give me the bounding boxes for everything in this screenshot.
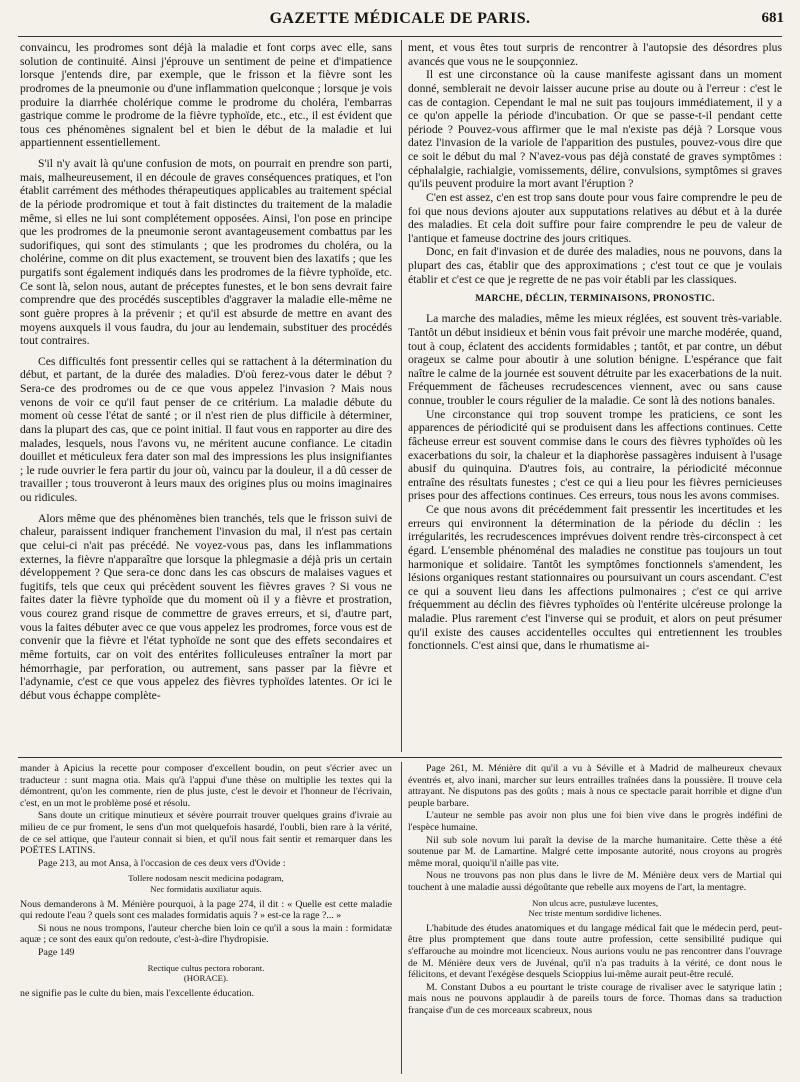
paragraph: L'auteur ne semble pas avoir non plus une foi bien vive dans le progrès indéfini de l'espèce humaine. <box>408 810 782 833</box>
paragraph: ne signifie pas le culte du bien, mais l'excellente éducation. <box>20 987 255 999</box>
verse-line: Non ulcus acre, pustulæve lucentes, <box>531 897 659 908</box>
section-heading: MARCHE, DÉCLIN, TERMINAISONS, PRONOSTIC. <box>475 294 715 305</box>
feuilleton-column-right <box>408 763 782 1078</box>
paragraph: Sans doute un critique minutieux et sévère pourrait trouver quelques grains d'ivraie au milieu de ce pur froment, le sens d'un mot quelquefois hasardé, l'oubli, bien rare à la vérité, de ce sel attique, que l'auteur connait si bien, et qu'il nous fait sentir et remarquer dans les POËTES LATINS. <box>20 810 392 857</box>
verse-line: Nec formidatis auxiliatur aquis. <box>150 883 262 894</box>
paragraph: Ces difficultés font pressentir celles qui se rattachent à la détermination du début, et partant, de la durée des maladies. D'où ferez-vous dater le début ? Sera-ce des prodromes ou de ce que vous appelez l'invasion ? Mais nous venons de voir ce qu'il faut penser de ce critérium. La maladie débute du moment où cesse l'état de santé ; or il n'est rien de plus difficile à déterminer, dans la plupart des cas, que ce point initial. Il faut vous en rapporter au dire des malades, lesquels, nous l'avons vu, ne méritent aucune confiance. Le citadin douillet et méticuleux fera dater son mal des impressions les plus insignifiantes ; le rude ouvrier le fera partir du jour où, vaincu par la douleur, il a dû cesser de travailler ; tous trouveront à leurs maux des origines plus ou moins imaginaires ou ridicules. <box>20 354 392 504</box>
verse-line: Nec triste mentum sordidive lichenes. <box>528 908 662 919</box>
header-rule <box>18 36 782 37</box>
verse-line: Tollere nodosam nescit medicina podagram, <box>128 873 284 884</box>
paragraph: Donc, en fait d'invasion et de durée des maladies, nous ne pouvons, dans la plupart des cas, établir que des approximations ; c'est tout ce que je voulais établir et c'est ce que je regrette de ne pas voir établi par les classiques. <box>408 245 782 286</box>
latin-quote-horace <box>20 963 392 984</box>
paragraph: Une circonstance qui trop souvent trompe les praticiens, ce sont les apparences de périodicité qui se produisent dans les affections continues. Cette fâcheuse erreur est souvent commise dans le cours des fièvres typhoïdes où les exacerbations du soir, la chaleur et la diaphorèse passagères induisent à l'usage abusif du quinquina. D'autres fois, au contraire, la périodicité méconnue entraîne des résultats funestes ; c'est ce qui a lieu pour les fièvres pernicieuses prises pour des affections continues. Ces erreurs, tous nous les avons commises. <box>408 407 782 503</box>
journal-title: GAZETTE MÉDICALE DE PARIS. <box>269 10 531 27</box>
paragraph: Alors même que des phénomènes bien tranchés, tels que le frisson suivi de chaleur, paraissent indiquer franchement l'invasion du mal, il n'est pas certain que celui-ci n'ait pas précédé. Ne voyez-vous pas, dans les inflammations externes, la fièvre n'apparaître que lorsque la phlegmasie a déjà pris un certain développement ? Que sera-ce donc dans les cas obscurs de malaises vagues et fugitifs, tels que ceux qui précèdent souvent les fièvres graves ? Si vous ne faites dater la fièvre typhoïde que du moment où il y a fièvre et prostration, vous courez grand risque de commettre de graves erreurs, et si, d'autre part, vous la faites débuter avec ce que vous appelez les prodromes, force vous est de convenir que la fièvre et l'état typhoïde ne sont que des effets secondaires et même fortuits, car on voit des entérites folliculeuses entraîner la mort par hémorrhagie, par perforation, ou autrement, sans passer par la fièvre et l'adynamie, c'est ce que vous appelez des fièvres typhoïdes latentes. Or ici le début vous échappe complète- <box>20 511 392 702</box>
paragraph: L'habitude des études anatomiques et du langage médical fait que le médecin perd, peut-être plus promptement que dans toute autre profession, cette sensibilité pudique qui s'effarouche au moindre mot licencieux. Nous aurions voulu ne pas rencontrer dans l'ouvrage de M. Ménière deux vers de Juvénal, qu'il n'a pas traduits à la vérité, ce dont nous le félicitons, et devant l'exégèse desquels Scioppius lui-même aurait peut-être reculé. <box>408 922 782 981</box>
article-column-left <box>20 41 392 751</box>
paragraph: mander à Apicius la recette pour composer d'excellent boudin, on peut s'écrier avec un traducteur : sunt magna otia. Mais qu'à l'appui d'une thèse on multiplie les textes qui la démontrent, qu'on les commente, rien de plus juste, c'est le devoir et l'honneur de l'écrivain, c'est, en un mot le problème posé et résolu. <box>20 763 392 809</box>
paragraph: M. Constant Dubos a eu pourtant le triste courage de rivaliser avec le satyrique latin ; mais nous ne pouvons applaudir à de pareils tours de force. Thomas dans sa traduction française d'un de ces morceaux scabreux, nous <box>408 981 782 1016</box>
column-divider-bottom <box>401 762 402 1074</box>
paragraph: Si nous ne nous trompons, l'auteur cherche bien loin ce qu'il a sous la main : formidatæ aquæ ; ce sont des eaux qu'on redoute, c'est-à-dire l'hydropisie. <box>20 922 392 946</box>
paragraph: convaincu, les prodromes sont déjà la maladie et font corps avec elle, sans solution de continuité. Ainsi j'éprouve un sentiment de peine et d'impatience lorsque j'entends dire, par exemple, que le frisson et la fièvre sont les prodromes de la pneumonie ou d'une inflammation quelconque ; lorsque je vois produire la diarrhée cholérique comme le prodrome du choléra, l'embarras gastrique comme le prodrome de la fièvre typhoïde, etc., etc., il est évident que tous ces phénomènes signalent bel et bien le début de la maladie et lui appartiennent essentiellement. <box>20 41 392 150</box>
paragraph: Il est une circonstance où la cause manifeste agissant dans un moment donné, semblerait ne devoir laisser aucune prise au doute ou à l'erreur : c'est le cas de contagion. Cependant le mal ne suit pas toujours immédiatement, il y a ce qu'on appelle la période d'incubation. Or que se passe-t-il pendant cette période ? Pouvez-vous affirmer que le mal n'existe pas déjà ? Lorsque vous datez l'invasion de la variole de l'apparition des pustules, pouvez-vous dire que ce soit le début du mal ? N'avez-vous pas déjà constaté de graves symptômes : céphalalgie, rachialgie, vomissements, délire, convulsions, symptômes si graves qu'ils peuvent produire la mort avant l'éruption ? <box>408 68 782 191</box>
latin-quote-ovid <box>20 873 392 894</box>
paragraph: Page 149 <box>38 946 75 958</box>
paragraph: Nous ne trouvons pas non plus dans le livre de M. Ménière deux vers de Martial qui touchent à une maladie aussi dégoûtante que rebelle aux moyens de l'art, la mentagre. <box>408 870 782 893</box>
paragraph: Nous demanderons à M. Ménière pourquoi, à la page 274, il dit : « Quelle est cette maladie qui redoute l'eau ? quels sont ces malades formidatis aquis ? » est-ce la rage ?... » <box>20 898 392 922</box>
paragraph: Page 261, M. Ménière dit qu'il a vu à Séville et à Madrid de malheureux chevaux éventrés et, alvo inani, marcher sur leurs entrailles traînées dans la poussière. Il trouve cela attrayant. Ne disputons pas des goûts ; mais à nous ce spectacle parait horrible et digne d'un peuple barbare. <box>408 763 782 809</box>
paragraph: Nil sub sole novum lui paraît la devise de la marche humanitaire. Cette thèse a été soutenue par M. de Lamartine. Malgré cette imposante autorité, nous croyons au progrès même moral, quoiqu'il n'aille pas vite. <box>408 834 782 869</box>
quote-attribution: (HORACE). <box>183 973 229 984</box>
paragraph: C'en est assez, c'en est trop sans doute pour vous faire comprendre le peu de foi que nous devions ajouter aux supputations relatives au début et à la durée des maladies. Et cela doit suffire pour faire comprendre le peu de valeur de l'antique et fameuse doctrine des jours critiques. <box>408 190 782 245</box>
paragraph: Ce que nous avons dit précédemment fait pressentir les incertitudes et les erreurs qui environnent la détermination de la période du déclin : les irrégularités, les recrudescences imprévues doivent rendre très-circonspect à cet égard. L'ensemble phénoménal des maladies ne constitue pas toujours un tout harmonique et solidaire. Tantôt les symptômes fonctionnels s'amendent, les lésions organiques restant stationnaires ou poursuivant un cours ascendant. C'est ce qui a souvent lieu dans les affections pulmonaires ; c'est ce qui arrive fréquemment au déclin des fièvres typhoïdes où l'entérite ulcéreuse prolonge la maladie. Plus rarement c'est l'inverse qui se produit, et alors on peut présumer qu'il existe des causes accidentelles occultes qui entretiennent les troubles fonctionnels. C'est ainsi que, dans le rhumatisme ai- <box>408 503 782 653</box>
paragraph: ment, et vous êtes tout surpris de rencontrer à l'autopsie des désordres plus avancés que vous ne le soupçonniez. <box>408 41 782 68</box>
feuilleton-column-left <box>20 763 392 1078</box>
paragraph: Page 213, au mot Ansa, à l'occasion de ces deux vers d'Ovide : <box>38 857 286 869</box>
column-divider-top <box>401 40 402 752</box>
paragraph: La marche des maladies, même les mieux réglées, est souvent très-variable. Tantôt un début insidieux et bénin vous fait prévoir une marche modérée, quand, tout à coup, éclatent des accidents formidables ; tantôt, et par contre, un début orageux se calme pour aboutir à une solution bénigne. L'espérance que fait naître le calme de la journée est souvent détruite par les exacerbations de la nuit. Fréquemment de fâcheuses recrudescences viennent, avec ou sans cause connue, troubler le cours régulier de la maladie. Ce sont là des notions banales. <box>408 312 782 407</box>
article-column-right <box>408 41 782 751</box>
running-header <box>0 10 800 34</box>
verse-line: Rectique cultus pectora roborant. <box>147 962 265 973</box>
page-number: 681 <box>761 10 784 26</box>
feuilleton-rule <box>18 757 782 758</box>
latin-quote-martial <box>408 898 782 919</box>
paragraph: S'il n'y avait là qu'une confusion de mots, on pourrait en prendre son parti, mais, malheureusement, il en découle de graves conséquences pratiques, et l'on établit carrément des méthodes thérapeutiques applicables au traitement spécial de la période prodromique et tout à fait distinctes du traitement de la maladie même, si elles ne lui sont complétement opposées. Ainsi, l'on pose en principe que les prodromes de la pneumonie seront avantageusement combattus par les sudorifiques, qui sont des stimulants ; que les prodromes du choléra, ou la cholérine, comme on dit plus exactement, se trouvent bien des laxatifs ; que les purgatifs sont également indiqués dans les prodromes de la fièvre typhoïde, etc. Ce sont là, selon nous, autant de préceptes funestes, et le bon sens devrait faire comprendre que des procédés susceptibles d'aggraver la maladie elle-même ne sont guère propres à la prévenir ; et qu'il est absurde de mettre en avant des moyens auxquels il vous faudra, du jour au lendemain, substituer des procédés tout contraires. <box>20 157 392 348</box>
